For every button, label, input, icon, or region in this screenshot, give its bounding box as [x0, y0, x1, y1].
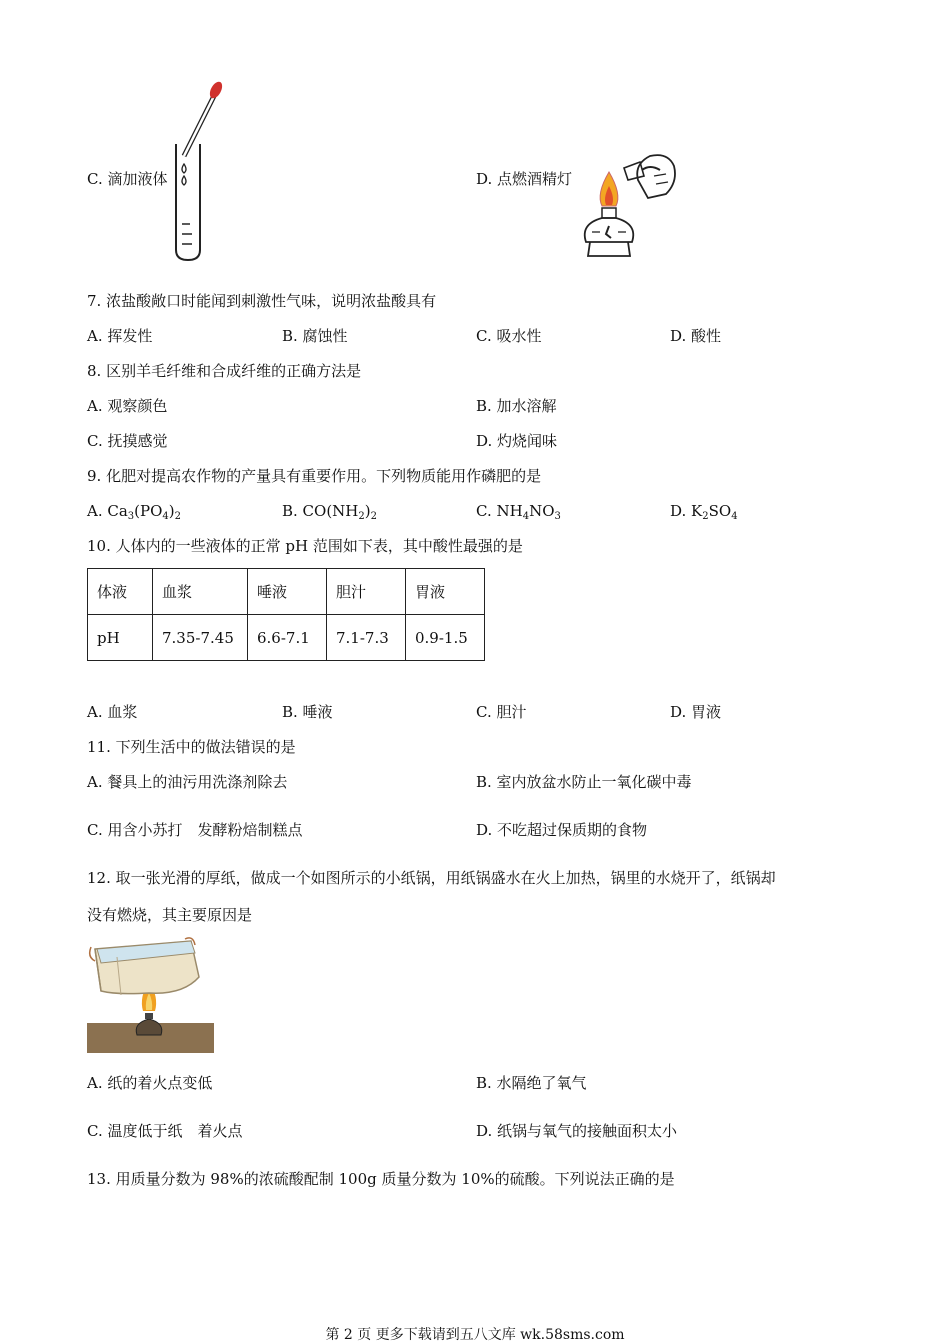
q8-option-a: A. 观察颜色: [87, 397, 168, 415]
q7-stem: 7. 浓盐酸敞口时能闻到刺激性气味，说明浓盐酸具有: [87, 292, 437, 310]
q13-stem: 13. 用质量分数为 98%的浓硫酸配制 100g 质量分数为 10%的硫酸。下列说法正确的是: [87, 1170, 675, 1188]
paper-pot-figure: [87, 935, 215, 1055]
q9-stem: 9. 化肥对提高农作物的产量具有重要作用。下列物质能用作磷肥的是: [87, 467, 542, 485]
q7-option-a: A. 挥发性: [87, 327, 153, 345]
table-cell: 7.35-7.45: [153, 615, 248, 661]
q10-option-a: A. 血浆: [87, 703, 138, 721]
table-row: [88, 569, 485, 615]
q9-option-c: C. $NH_4NO_3$: [476, 502, 561, 522]
q10-option-c: C. 胆汁: [476, 703, 527, 721]
page-footer: 第 2 页 更多下载请到五八文库 wk.58sms.com: [325, 1327, 625, 1343]
table-cell: 唾液: [248, 569, 327, 615]
q8-option-b: B. 加水溶解: [476, 397, 557, 415]
q11-stem: 11. 下列生活中的做法错误的是: [87, 738, 296, 756]
q12-stem-line1: 12. 取一张光滑的厚纸，做成一个如图所示的小纸锅，用纸锅盛水在火上加热，锅里的水烧开了，纸锅却: [87, 869, 776, 887]
q12-option-a: A. 纸的着火点变低: [87, 1074, 213, 1092]
q10-option-d: D. 胃液: [670, 703, 722, 721]
q12-stem-line2: 没有燃烧，其主要原因是: [87, 906, 253, 924]
q11-option-c: C. 用含小苏打 发酵粉焙制糕点: [87, 821, 303, 839]
q12-option-b: B. 水隔绝了氧气: [476, 1074, 587, 1092]
q10-option-b: B. 唾液: [282, 703, 333, 721]
table-cell: pH: [88, 615, 153, 661]
table-cell: 7.1-7.3: [327, 615, 406, 661]
q11-option-b: B. 室内放盆水防止一氧化碳中毒: [476, 773, 692, 791]
q12-option-c: C. 温度低于纸 着火点: [87, 1122, 243, 1140]
table-cell: 血浆: [153, 569, 248, 615]
ph-table: [87, 568, 485, 661]
table-cell: 体液: [88, 569, 153, 615]
alcohol-lamp-figure: [576, 150, 680, 264]
q6-option-d: D. 点燃酒精灯: [476, 170, 573, 188]
table-cell: 0.9-1.5: [406, 615, 485, 661]
dropper-test-tube-figure: [168, 78, 228, 264]
q8-stem: 8. 区别羊毛纤维和合成纤维的正确方法是: [87, 362, 362, 380]
q10-stem: 10. 人体内的一些液体的正常 pH 范围如下表，其中酸性最强的是: [87, 537, 523, 555]
q9-option-d: D. $K_2SO_4$: [670, 502, 738, 522]
table-row: [88, 615, 485, 661]
q8-option-c: C. 抚摸感觉: [87, 432, 168, 450]
q6-option-c: C. 滴加液体: [87, 170, 168, 188]
q7-option-c: C. 吸水性: [476, 327, 542, 345]
q8-option-d: D. 灼烧闻味: [476, 432, 558, 450]
q9-option-a: A. $Ca_3(PO_4)_2$: [87, 502, 182, 522]
table-cell: 胃液: [406, 569, 485, 615]
table-cell: 6.6-7.1: [248, 615, 327, 661]
q12-option-d: D. 纸锅与氧气的接触面积太小: [476, 1122, 678, 1140]
table-cell: 胆汁: [327, 569, 406, 615]
q7-option-d: D. 酸性: [670, 327, 722, 345]
q11-option-d: D. 不吃超过保质期的食物: [476, 821, 648, 839]
q7-option-b: B. 腐蚀性: [282, 327, 348, 345]
q9-option-b: B. $CO(NH_2)_2$: [282, 502, 378, 522]
q11-option-a: A. 餐具上的油污用洗涤剂除去: [87, 773, 288, 791]
